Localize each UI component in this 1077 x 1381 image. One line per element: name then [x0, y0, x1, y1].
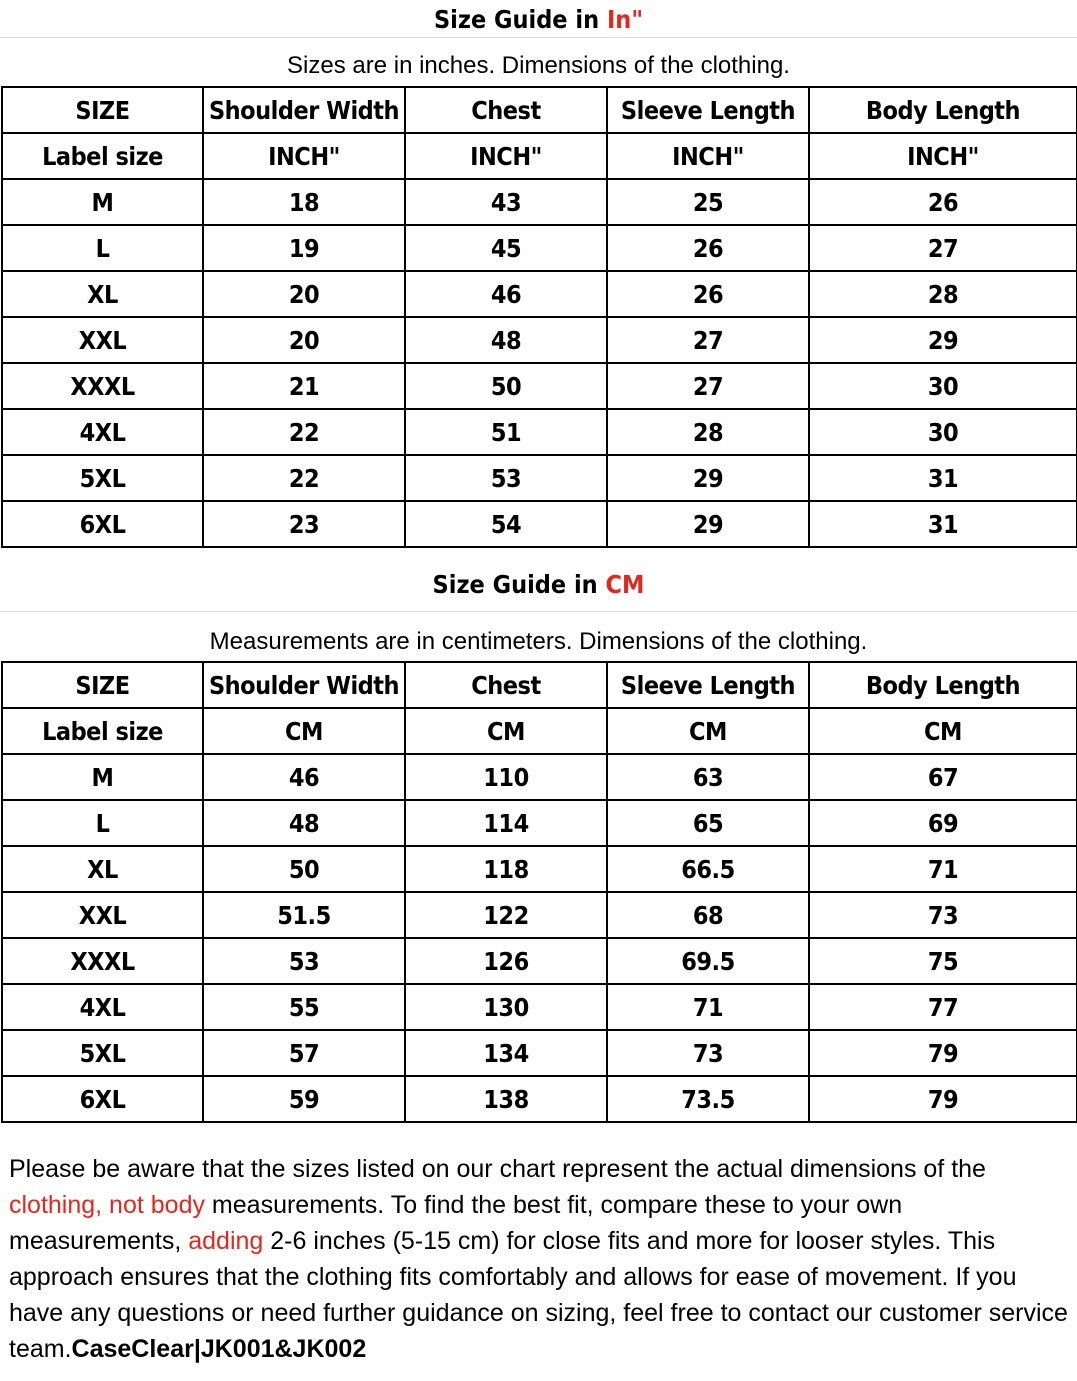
table-cell: 122 [405, 892, 607, 938]
table-cell: 46 [405, 271, 607, 317]
table-cell: M [2, 754, 203, 800]
inch-size-row [2, 271, 1077, 317]
table-cell: 23 [203, 501, 405, 547]
inch-size-row [2, 409, 1077, 455]
table-cell: XXL [2, 892, 203, 938]
table-cell: Label size [2, 708, 203, 754]
table-cell: 48 [203, 800, 405, 846]
table-cell: Body Length [809, 662, 1077, 708]
table-cell: 30 [809, 363, 1077, 409]
table-cell: 69.5 [607, 938, 809, 984]
table-cell: CM [607, 708, 809, 754]
inch-size-row [2, 225, 1077, 271]
cm-section-title [0, 565, 1077, 612]
table-cell: 50 [203, 846, 405, 892]
inch-size-row [2, 455, 1077, 501]
table-cell: 19 [203, 225, 405, 271]
inch-size-row [2, 317, 1077, 363]
table-cell: 68 [607, 892, 809, 938]
table-cell: 43 [405, 179, 607, 225]
inch-header-row [2, 87, 1077, 133]
table-cell: 4XL [2, 984, 203, 1030]
table-cell: Shoulder Width [203, 662, 405, 708]
table-cell: 73 [607, 1030, 809, 1076]
inch-size-table [1, 86, 1077, 548]
table-cell: Sleeve Length [607, 662, 809, 708]
table-cell: 29 [607, 455, 809, 501]
table-cell: 126 [405, 938, 607, 984]
table-cell: 53 [405, 455, 607, 501]
table-cell: CM [809, 708, 1077, 754]
cm-title-prefix: Size Guide in [432, 570, 606, 599]
table-cell: Chest [405, 662, 607, 708]
table-cell: 28 [809, 271, 1077, 317]
table-cell: 75 [809, 938, 1077, 984]
table-cell: XXXL [2, 363, 203, 409]
table-cell: 5XL [2, 1030, 203, 1076]
table-cell: 138 [405, 1076, 607, 1122]
sizing-note [9, 1151, 1069, 1367]
inch-title-prefix: Size Guide in [433, 5, 607, 34]
table-cell: 130 [405, 984, 607, 1030]
table-cell: 63 [607, 754, 809, 800]
table-cell: XL [2, 271, 203, 317]
note-text-1: Please be aware that the sizes listed on our chart represent the actual dimensions of the [9, 1155, 986, 1183]
cm-size-row [2, 1030, 1077, 1076]
table-cell: 118 [405, 846, 607, 892]
table-cell: 59 [203, 1076, 405, 1122]
inch-size-row [2, 179, 1077, 225]
table-cell: 65 [607, 800, 809, 846]
table-cell: L [2, 225, 203, 271]
cm-title-unit: CM [605, 570, 645, 599]
table-cell: 48 [405, 317, 607, 363]
table-cell: INCH" [809, 133, 1077, 179]
inch-section-subtitle: Sizes are in inches. Dimensions of the clothing. [287, 52, 790, 79]
table-cell: 26 [607, 271, 809, 317]
table-cell: XXL [2, 317, 203, 363]
table-cell: 21 [203, 363, 405, 409]
table-cell: 73 [809, 892, 1077, 938]
table-cell: 51.5 [203, 892, 405, 938]
table-cell: Chest [405, 87, 607, 133]
table-cell: INCH" [405, 133, 607, 179]
table-cell: 18 [203, 179, 405, 225]
brand-code: CaseClear|JK001&JK002 [71, 1335, 367, 1363]
cm-size-row [2, 1076, 1077, 1122]
table-cell: CM [405, 708, 607, 754]
cm-header-row [2, 662, 1077, 708]
table-cell: 69 [809, 800, 1077, 846]
table-cell: 45 [405, 225, 607, 271]
table-cell: Body Length [809, 87, 1077, 133]
table-cell: 28 [607, 409, 809, 455]
table-cell: 29 [809, 317, 1077, 363]
cm-size-row [2, 938, 1077, 984]
inch-size-row [2, 363, 1077, 409]
cm-unit-row [2, 708, 1077, 754]
table-cell: 5XL [2, 455, 203, 501]
table-cell: 22 [203, 409, 405, 455]
table-cell: 79 [809, 1076, 1077, 1122]
table-cell: 51 [405, 409, 607, 455]
table-cell: 30 [809, 409, 1077, 455]
table-cell: Label size [2, 133, 203, 179]
table-cell: INCH" [203, 133, 405, 179]
table-cell: XL [2, 846, 203, 892]
table-cell: 66.5 [607, 846, 809, 892]
table-cell: 6XL [2, 501, 203, 547]
table-cell: Sleeve Length [607, 87, 809, 133]
table-cell: 46 [203, 754, 405, 800]
table-cell: 20 [203, 271, 405, 317]
table-cell: 79 [809, 1030, 1077, 1076]
table-cell: 29 [607, 501, 809, 547]
table-cell: 27 [607, 363, 809, 409]
table-cell: INCH" [607, 133, 809, 179]
note-text-2: measurements. To find the best fit, compare these to your own measurements, [9, 1191, 903, 1255]
inch-title-unit: In" [606, 5, 644, 34]
table-cell: 110 [405, 754, 607, 800]
table-cell: 20 [203, 317, 405, 363]
cm-size-table [1, 661, 1077, 1123]
cm-size-row [2, 800, 1077, 846]
table-cell: 73.5 [607, 1076, 809, 1122]
table-cell: 26 [607, 225, 809, 271]
table-cell: 50 [405, 363, 607, 409]
table-cell: 55 [203, 984, 405, 1030]
cm-size-row [2, 892, 1077, 938]
table-cell: 22 [203, 455, 405, 501]
table-cell: 6XL [2, 1076, 203, 1122]
cm-size-row [2, 846, 1077, 892]
note-highlight-clothing: clothing, not body [9, 1191, 205, 1219]
table-cell: 27 [607, 317, 809, 363]
table-cell: 53 [203, 938, 405, 984]
table-cell: 57 [203, 1030, 405, 1076]
cm-size-row [2, 754, 1077, 800]
table-cell: 25 [607, 179, 809, 225]
table-cell: 31 [809, 455, 1077, 501]
cm-size-row [2, 984, 1077, 1030]
table-cell: Shoulder Width [203, 87, 405, 133]
table-cell: CM [203, 708, 405, 754]
note-text-3: 2-6 inches (5-15 cm) for close fits and more for looser styles. This approach ensures that the clothing fits comfortably and allows for ease of movement. If you have any questions or need further guidance on sizing, feel free to contact our customer service team. [9, 1227, 1068, 1363]
table-cell: 71 [607, 984, 809, 1030]
table-cell: 27 [809, 225, 1077, 271]
table-cell: SIZE [2, 662, 203, 708]
table-cell: 26 [809, 179, 1077, 225]
table-cell: L [2, 800, 203, 846]
note-highlight-adding: adding [188, 1227, 264, 1255]
table-cell: 31 [809, 501, 1077, 547]
inch-size-row [2, 501, 1077, 547]
table-cell: 134 [405, 1030, 607, 1076]
inch-unit-row [2, 133, 1077, 179]
inch-section-title [0, 0, 1077, 38]
table-cell: 77 [809, 984, 1077, 1030]
cm-section-subtitle: Measurements are in centimeters. Dimensions of the clothing. [209, 628, 868, 655]
table-cell: M [2, 179, 203, 225]
table-cell: XXXL [2, 938, 203, 984]
table-cell: 114 [405, 800, 607, 846]
table-cell: 67 [809, 754, 1077, 800]
table-cell: 71 [809, 846, 1077, 892]
table-cell: 54 [405, 501, 607, 547]
table-cell: 4XL [2, 409, 203, 455]
table-cell: SIZE [2, 87, 203, 133]
